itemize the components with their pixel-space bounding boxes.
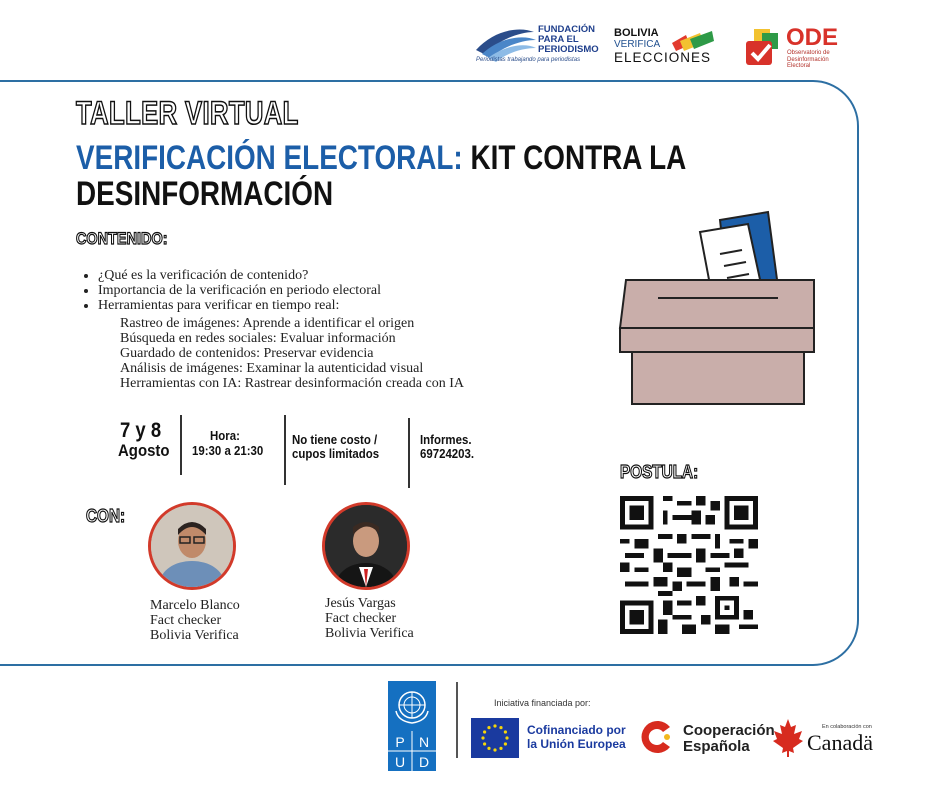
pnud-letter: N bbox=[418, 734, 430, 750]
informes-phone: 69724203. bbox=[420, 446, 475, 461]
speaker-name: Jesús Vargas bbox=[325, 596, 396, 611]
person-icon bbox=[325, 505, 407, 587]
un-emblem-icon bbox=[388, 681, 436, 729]
hora-label: Hora: bbox=[210, 428, 240, 443]
list-item: • ¿Qué es la verificación de contenido? bbox=[98, 268, 381, 283]
costo-line2: cupos limitados bbox=[292, 446, 380, 461]
ode-subtitle: Observatorio de Desinformación Electoral bbox=[787, 50, 830, 69]
date-days: 7 y 8 bbox=[120, 419, 162, 442]
pnud-letter: P bbox=[395, 734, 405, 750]
divider bbox=[180, 415, 182, 475]
ode-name: ODE bbox=[786, 24, 839, 51]
list-item: Guardado de contenidos: Preservar evidencia bbox=[120, 346, 374, 361]
speaker-org: Bolivia Verifica bbox=[150, 628, 239, 643]
fpp-tagline: Periodistas trabajando para periodistas bbox=[476, 57, 581, 63]
title-line3: DESINFORMACIÓN bbox=[76, 175, 334, 213]
title-rest: KIT CONTRA LA bbox=[462, 139, 687, 177]
avatar bbox=[322, 502, 410, 590]
pnud-letters bbox=[388, 731, 436, 771]
ce-line1: Cooperación bbox=[683, 722, 775, 739]
contenido-label: CONTENIDO: bbox=[76, 229, 168, 248]
fpp-title: FUNDACIÓN PARA EL PERIODISMO bbox=[538, 24, 599, 55]
list-item: Herramientas con IA: Rastrear desinformación creada con IA bbox=[120, 376, 465, 391]
eu-cofinanciado bbox=[527, 723, 626, 751]
speaker-1 bbox=[150, 598, 240, 643]
footer-divider bbox=[456, 682, 458, 758]
speaker-name: Marcelo Blanco bbox=[150, 598, 240, 613]
ode-logo-icon bbox=[744, 27, 784, 67]
pnud-letter: U bbox=[394, 754, 406, 770]
title-line2 bbox=[76, 140, 686, 176]
pnud-letter: D bbox=[418, 754, 430, 770]
date-month: Agosto bbox=[118, 441, 170, 460]
con-label: CON: bbox=[86, 506, 126, 526]
hora-value: 19:30 a 21:30 bbox=[192, 443, 264, 458]
maple-leaf-icon bbox=[772, 717, 804, 757]
speaker-2 bbox=[325, 596, 414, 641]
speaker-role: Fact checker bbox=[150, 613, 222, 628]
cooperacion-espanola-icon bbox=[636, 717, 676, 757]
informes-label: Informes. bbox=[420, 432, 472, 447]
eu-line1: Cofinanciado por bbox=[527, 723, 626, 737]
list-item: Rastreo de imágenes: Aprende a identificar el origen bbox=[120, 316, 415, 331]
speaker-role: Fact checker bbox=[325, 611, 397, 626]
list-item: • Herramientas para verificar en tiempo real: bbox=[98, 298, 381, 313]
divider bbox=[284, 415, 286, 485]
bve-line3: ELECCIONES bbox=[614, 50, 712, 65]
costo-line1: No tiene costo / bbox=[292, 432, 378, 447]
list-item: • Importancia de la verificación en periodo electoral bbox=[98, 283, 381, 298]
divider bbox=[408, 418, 410, 488]
avatar bbox=[148, 502, 236, 590]
person-icon bbox=[151, 505, 233, 587]
list-item: Búsqueda en redes sociales: Evaluar información bbox=[120, 331, 396, 346]
canada-wordmark: Canadä bbox=[807, 730, 873, 755]
cooperacion-espanola bbox=[683, 723, 775, 755]
title-highlight: VERIFICACIÓN ELECTORAL: bbox=[76, 139, 463, 177]
title-taller-virtual: TALLER VIRTUAL bbox=[76, 95, 299, 131]
speaker-org: Bolivia Verifica bbox=[325, 626, 414, 641]
content-bullets bbox=[82, 268, 381, 313]
ballot-box-icon bbox=[618, 210, 818, 410]
bve-line2: VERIFICA bbox=[614, 39, 661, 50]
iniciativa-label: Iniciativa financiada por: bbox=[494, 698, 591, 708]
tool-sub-items bbox=[120, 316, 464, 391]
canada-collab-label: En colaboración con bbox=[822, 724, 872, 730]
list-item: Análisis de imágenes: Examinar la autenticidad visual bbox=[120, 361, 424, 376]
eu-line2: la Unión Europea bbox=[527, 737, 626, 751]
postula-label: POSTULA: bbox=[620, 462, 699, 482]
ce-line2: Española bbox=[683, 738, 750, 755]
eu-flag-icon bbox=[471, 718, 519, 758]
bve-line1: BOLIVIA bbox=[614, 27, 659, 39]
qr-code-icon[interactable] bbox=[620, 496, 758, 634]
